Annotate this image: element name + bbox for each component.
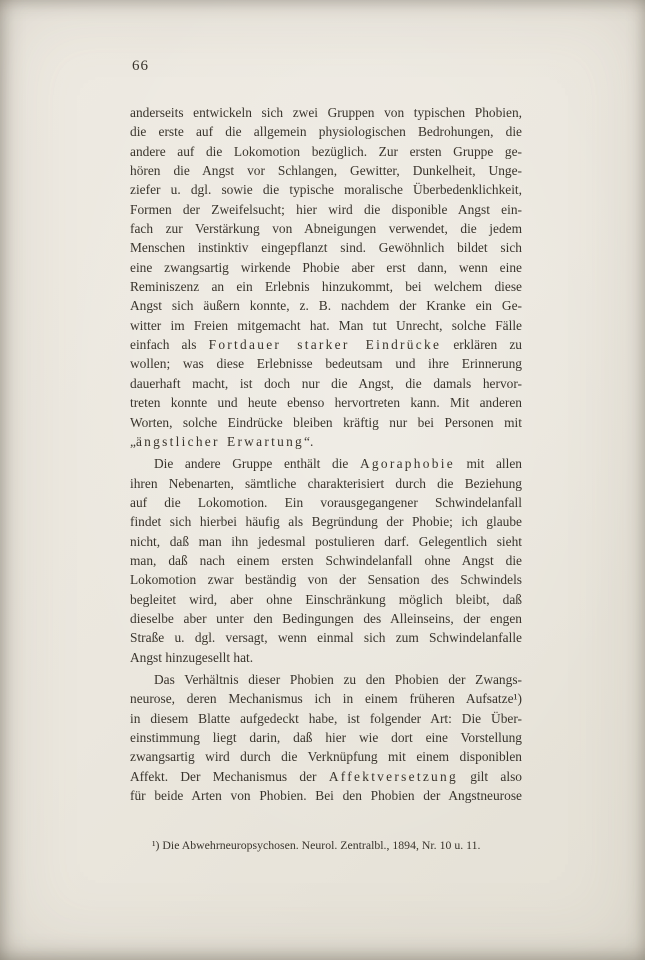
text-line: Reminiszenz an ein Erlebnis hinzukommt, bei welchem diese [130, 279, 522, 295]
text-line: einfach als Fortdauer starker Eindrücke erklären zu [130, 337, 522, 353]
text-line: für beide Arten von Phobien. Bei den Phobien der Angstneurose [130, 788, 522, 804]
paragraph [130, 103, 522, 451]
text-line: ziefer u. dgl. sowie die typische moralische Überbedenklichkeit, [130, 182, 522, 198]
emphasized-text: ängstlicher Erwartung [135, 433, 305, 449]
text-line: treten konnte und heute ebenso hervortreten kann. Mit anderen [130, 395, 522, 411]
text-line: auf die Lokomotion. Ein vorausgegangener Schwindelanfall [130, 494, 522, 510]
text-line: Straße u. dgl. versagt, wenn einmal sich zum Schwindelanfalle [130, 630, 522, 646]
text-line: hören die Angst vor Schlangen, Gewitter, Dunkelheit, Unge- [130, 163, 522, 179]
emphasized-text: Fortdauer starker Eindrücke [208, 337, 442, 353]
text-line: wollen; was diese Erlebnisse bedeutsam und ihre Erinnerung [130, 356, 522, 372]
text-line: Lokomotion zwar beständig von der Sensation des Schwindels [130, 572, 522, 588]
text-line: begleitet wird, aber ohne Einschränkung möglich bleibt, daß [130, 591, 522, 607]
text-line: fach zur Verstärkung von Abneigungen verwendet, die jedem [130, 221, 522, 237]
text-line: findet sich hierbei häufig als Begründung der Phobie; ich glaube [130, 514, 522, 530]
emphasized-text: Affektversetzung [328, 768, 458, 784]
page-number: 66 [132, 58, 149, 74]
text-line: eine zwangsartig wirkende Phobie aber erst dann, wenn eine [130, 259, 522, 275]
emphasized-text: Agoraphobie [359, 456, 455, 472]
text-line: Menschen instinktiv eingepflanzt sind. Gewöhnlich bildet sich [130, 240, 522, 256]
text-line: ihren Nebenarten, sämtliche charakterisiert durch die Beziehung [130, 475, 522, 491]
paragraph [130, 670, 522, 805]
text-line: anderseits entwickeln sich zwei Gruppen von typischen Phobien, [130, 105, 522, 120]
text-line: dauerhaft macht, ist doch nur die Angst, die damals hervor- [130, 375, 522, 391]
footnote: ¹) Die Abwehrneuropsychosen. Neurol. Zentralbl., 1894, Nr. 10 u. 11. [152, 838, 481, 852]
text-line: dieselbe aber unter den Bedingungen des Alleinseins, der engen [130, 610, 522, 626]
text-line: die erste auf die allgemein physiologischen Bedrohungen, die [130, 124, 522, 140]
text-block [130, 103, 522, 805]
text-line: Affekt. Der Mechanismus der Affektversetzung gilt also [130, 768, 522, 784]
text-line: nicht, daß man ihn jedesmal postulieren darf. Gelegentlich sieht [130, 533, 522, 549]
text-line: „ängstlicher Erwartung“. [130, 433, 314, 449]
text-line: Angst hinzugesellt hat. [130, 649, 254, 665]
text-line: neurose, deren Mechanismus ich in einem früheren Aufsatze¹) [130, 691, 522, 707]
text-line: in diesem Blatte aufgedeckt habe, ist folgender Art: Die Über- [130, 710, 522, 726]
text-line: andere auf die Lokomotion bezüglich. Zur ersten Gruppe ge- [130, 143, 522, 159]
text-line: zwangsartig wird durch die Verknüpfung mit einem disponiblen [130, 749, 522, 765]
text-line: witter im Freien mitgemacht hat. Man tut Unrecht, solche Fälle [130, 317, 522, 333]
text-line: Die andere Gruppe enthält die Agoraphobie mit allen [154, 456, 522, 472]
text-line: man, daß nach einem ersten Schwindelanfall ohne Angst die [130, 552, 522, 568]
text-line: Formen der Zweifelsucht; hier wird die disponible Angst ein- [130, 201, 522, 217]
paragraph [130, 454, 522, 667]
text-line: einstimmung liegt darin, daß hier wie dort eine Vorstellung [130, 730, 522, 745]
text-line: Das Verhältnis dieser Phobien zu den Phobien der Zwangs- [154, 671, 522, 687]
text-line: Angst sich äußern konnte, z. B. nachdem der Kranke ein Ge- [130, 298, 522, 314]
text-line: Worten, solche Eindrücke bleiben kräftig nur bei Personen mit [130, 414, 522, 430]
